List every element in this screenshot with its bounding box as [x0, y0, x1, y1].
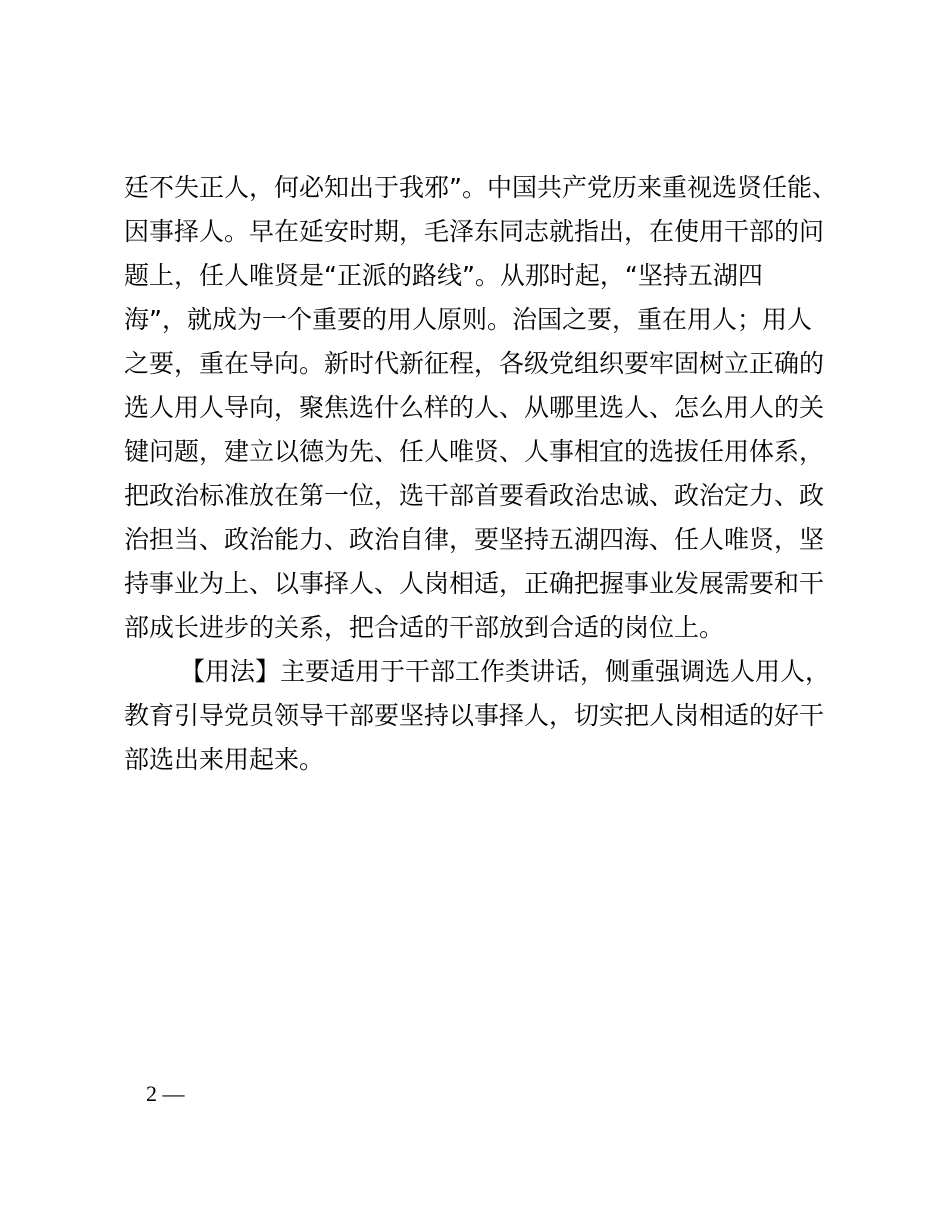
text-line: 廷不失正人，何必知出于我邪”。中国共产党历来重视选贤任能、 [124, 173, 837, 202]
text-line: 部成长进步的关系，把合适的干部放到合适的岗位上。 [124, 613, 725, 642]
page-number: 2 — [146, 1081, 185, 1106]
text-line: 题上，任人唯贤是“正派的路线”。从那时起，“坚持五湖四 [124, 261, 763, 290]
text-line: 教育引导党员领导干部要坚持以事择人，切实把人岗相适的好干 [124, 701, 825, 730]
text-line: 治担当、政治能力、政治自律，要坚持五湖四海、任人唯贤，坚 [124, 525, 825, 554]
text-line: 部选出来用起来。 [124, 745, 325, 774]
body-text [124, 166, 844, 782]
text-line: 持事业为上、以事择人、人岗相适，正确把握事业发展需要和干 [124, 569, 825, 598]
text-line: 选人用人导向，聚焦选什么样的人、从哪里选人、怎么用人的关 [124, 393, 825, 422]
text-line: 键问题，建立以德为先、任人唯贤、人事相宜的选拔任用体系， [124, 437, 825, 466]
text-line: 因事择人。早在延安时期，毛泽东同志就指出，在使用干部的问 [124, 217, 825, 246]
text-line: 把政治标准放在第一位，选干部首要看政治忠诚、政治定力、政 [124, 481, 825, 510]
text-line: 之要，重在导向。新时代新征程，各级党组织要牢固树立正确的 [124, 349, 825, 378]
usage-paragraph-first-line: 【用法】主要适用于干部工作类讲话，侧重强调选人用人， [180, 657, 831, 686]
text-line: 海”，就成为一个重要的用人原则。治国之要，重在用人；用人 [124, 305, 812, 334]
